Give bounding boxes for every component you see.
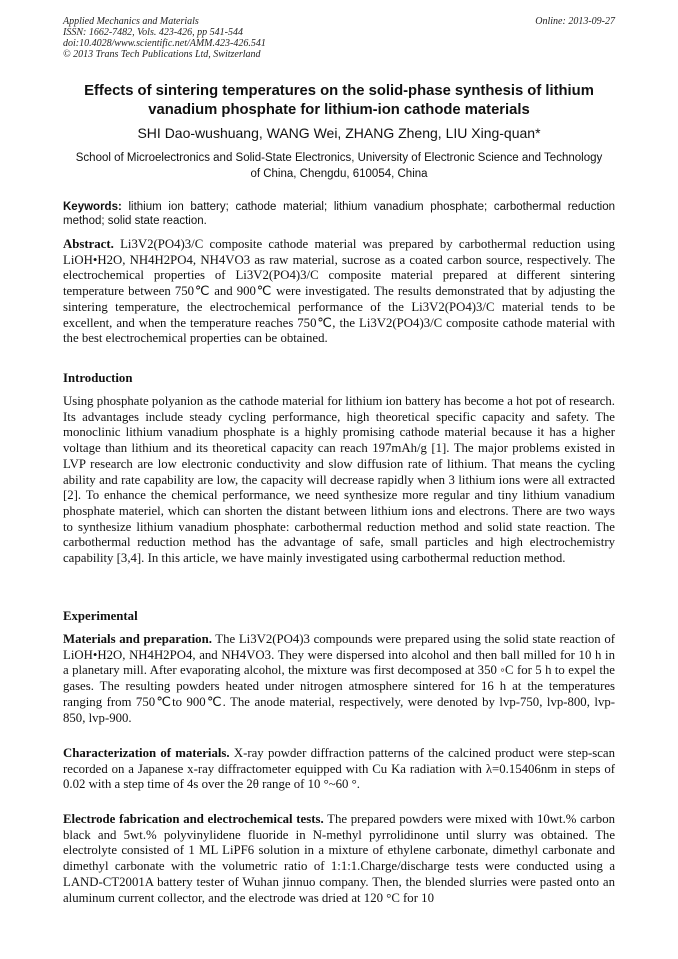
- electrode-text: The prepared powders were mixed with 10wt.% carbon black and 5wt.% polyvinylidene fluoride in N-methyl pyrrolidinone until slurry was obtained. The electrolyte consisted of 1 ML LiPF6 solution in a mixture of ethylene carbonate, dimethyl carbonate and dimethyl carbonate with the volumetric ratio of 1:1:1.Charge/discharge tests were conducted using a LAND-CT2001A battery tester of Wuhan jinnuo company. Then, the blended slurries were pasted onto an aluminum current collector, and the electrode was dried at 120 °C for 10: [63, 812, 615, 905]
- affiliation: School of Microelectronics and Solid-State Electronics, University of Electronic Science and Technology of China, Chengdu, 610054, China: [75, 152, 603, 180]
- introduction-heading: Introduction: [63, 371, 133, 385]
- characterization-text: X-ray powder diffraction patterns of the calcined product were step-scan recorded on a Japanese x-ray diffractometer equipped with Cu Ka radiation with λ=0.15406nm in steps of 0.02 with a step time of 4s over the 2θ range of 10 °~60 °.: [63, 746, 616, 792]
- journal-name: Applied Mechanics and Materials: [63, 16, 199, 27]
- experimental-heading: Experimental: [63, 609, 138, 623]
- copyright-line: © 2013 Trans Tech Publications Ltd, Switzerland: [63, 49, 261, 60]
- issn-line: ISSN: 1662-7482, Vols. 423-426, pp 541-544: [63, 27, 243, 38]
- online-date: Online: 2013-09-27: [535, 16, 615, 27]
- running-header: [63, 16, 615, 60]
- electrode-label: Electrode fabrication and electrochemical tests.: [63, 812, 324, 826]
- abstract-label: Abstract.: [63, 237, 114, 251]
- keywords-label: Keywords:: [63, 201, 122, 213]
- materials-label: Materials and preparation.: [63, 632, 212, 646]
- abstract-text: Li3V2(PO4)3/C composite cathode material was prepared by carbothermal reduction using LiOH•H2O, NH4H2PO4, NH4VO3 as raw material, sucrose as a coated carbon source, respectively. The electrochemical properties of Li3V2(PO4)3/C composite material prepared at different sintering temperature between 750℃ and 900℃ were investigated. The results demonstrated that by adjusting the sintering temperature, the electrochemical performance of the Li3V2(PO4)3/C material tends to be excellent, and when the temperature reaches 750℃, the Li3V2(PO4)3/C composite cathode material with the best electrochemical properties can be obtained.: [63, 237, 615, 346]
- paper-title: Effects of sintering temperatures on the solid-phase synthesis of lithium vanadium phosphate for lithium-ion cathode materials: [84, 83, 594, 118]
- characterization-label: Characterization of materials.: [63, 746, 230, 760]
- abstract-paragraph: [63, 237, 615, 347]
- author-list: SHI Dao-wushuang, WANG Wei, ZHANG Zheng, LIU Xing-quan*: [137, 125, 541, 141]
- keywords-paragraph: [63, 200, 615, 228]
- materials-paragraph: [63, 632, 615, 726]
- characterization-paragraph: [63, 746, 615, 793]
- materials-text: The Li3V2(PO4)3 compounds were prepared using the solid state reaction of LiOH•H2O, NH4H2PO4, and NH4VO3. They were dispersed into alcohol and then ball milled for 10 h in a planetary mill. After evaporating alcohol, the mixture was first decomposed at 350 ◦C for 5 h to expel the gases. The resulting powders heated under nitrogen atmosphere sintered for 16 h at the temperatures ranging from 750℃to 900℃. The anode material, respectively, were denoted by lvp-750, lvp-800, lvp-850, lvp-900.: [63, 632, 615, 725]
- doi-line: doi:10.4028/www.scientific.net/AMM.423-426.541: [63, 38, 266, 49]
- keywords-text: lithium ion battery; cathode material; lithium vanadium phosphate; carbothermal reduction method; solid state reaction.: [63, 201, 615, 227]
- introduction-paragraph: Using phosphate polyanion as the cathode material for lithium ion battery has become a hot pot of research. Its advantages include steady cycling performance, high theoretical specific capacity and safety. The monoclinic lithium vanadium phosphate is a highly promising cathode material because it has a higher voltage than lithium and its theoretical capacity can reach 197mAh/g [1]. The major problems existed in LVP research are low electronic conductivity and slow diffusion rate of lithium. That means the cycling ability and rate capability are low, the capacity will decrease rapidly when 3 lithium ions were all extracted [2]. To enhance the chemical performance, we need synthesize more regular and tiny lithium vanadium phosphate materiel, which can shorten the distant between lithium ions and electrons. There are two ways to synthesize lithium vanadium phosphate: carbothermal reduction method and solid state reaction. The carbothermal reduction method has the advantage of safe, small particles and high electrochemistry capability [3,4]. In this article, we have mainly investigated using carbothermal reduction method.: [63, 394, 615, 566]
- electrode-paragraph: [63, 812, 615, 906]
